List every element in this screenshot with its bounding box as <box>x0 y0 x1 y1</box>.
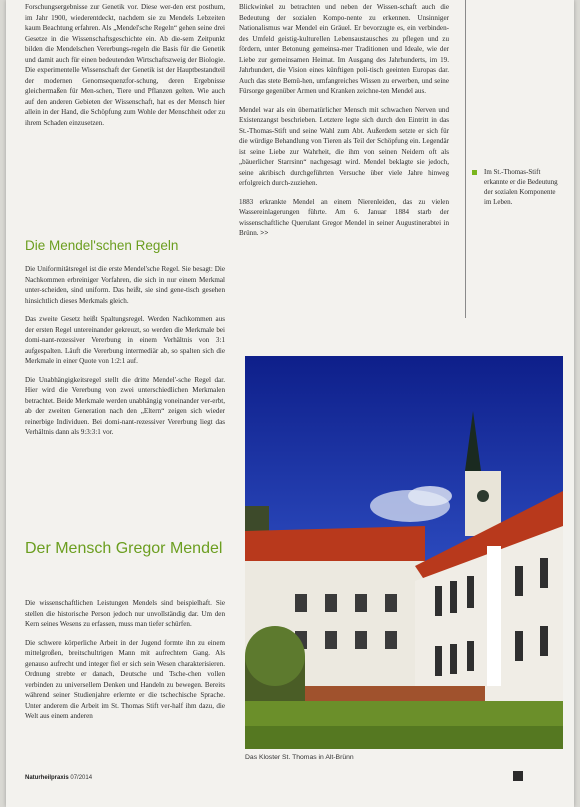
segregation-paragraph: Das zweite Gesetz heißt Spaltungsregel. Werden Nachkommen aus der ersten Regel untereinander gekreuzt, so werden die Merkmale bei domi-nant-rezessiver Vererbung in einem Verhältnis von 3:1 aufgespalten. Läuft die Vererbung intermediär ab, so spalten sich die Merkmale in einer Quote von 1:2:1 auf. <box>25 315 225 365</box>
uniformity-paragraph: Die Uniformitätsregel ist die erste Mendel'sche Regel. Sie besagt: Die Nachkommen erbreiniger Vorfahren, die sich in nur einem Merkmal unter-scheiden, sind uniform. Das heißt, sie sind gene-tisch gesehen hinsichtlich dieses Merkmals gleich. <box>25 265 225 305</box>
death-text: 1883 erkrankte Mendel an einem Nierenleiden, das zu vielen Wassereinlagerungen führte. Am 6. Januar 1884 starb der wissenschaftliche Querulant Gregor Mendel in seiner Augustinerabtei in Brünn. <box>239 197 449 237</box>
character-paragraph: Mendel war als ein übernatürlicher Mensch mit schwachen Nerven und Existenzangst beschrieben. Letztere legte sich durch den Eintritt in das St.-Thomas-Stift und seine Wahl zum Abt. Außerdem setzte er sich für die würdige Behandlung von Tieren als Teil der Schöpfung ein. Legendär ist seine Liebe zur Wahrheit, die ihm von seinen Neidern oft als „bäuerlicher Starrsinn“ nachgesagt wird. Mendel beklagte sie jedoch, seine akribisch durchgeführten Versuche über viele Jahre hinweg erfolgreich durch-zuziehen. <box>239 105 449 187</box>
photo-caption: Das Kloster St. Thomas in Alt-Brünn <box>245 754 354 761</box>
achievements-paragraph: Die wissenschaftlichen Leistungen Mendels sind beispielhaft. Sie stellen die historische Person jedoch nur unvollständig dar. Um den Kern seines Wesens zu erfassen, muss man tiefer schürfen. <box>25 599 225 628</box>
person-section <box>25 598 225 730</box>
issue-number: 07/2014 <box>70 775 93 781</box>
death-paragraph <box>239 197 449 239</box>
sidebar-note: Im St.-Thomas-Stift erkannte er die Bedeutung der sozialen Komponente im Leben. <box>484 168 558 206</box>
middle-column <box>239 2 449 247</box>
independence-paragraph: Die Unabhängigkeitsregel stellt die dritte Mendel'-sche Regel dar. Hier wird die Vererbung von zwei unterschiedlichen Merkmalen betrachtet. Beide Merkmale werden unabhängig voneinander ver-erbt, ab der zweiten Generation nach den „Eltern“ zeigen sich wieder reinerbige Individuen. Bei domi-nant-rezessiver Vererbung liegt das Verhältnis dann als 9:3:3:1 vor. <box>25 375 225 436</box>
heading-person-mendel: Der Mensch Gregor Mendel <box>25 540 223 557</box>
continue-mark: >> <box>260 229 269 237</box>
heading-mendel-rules: Die Mendel'schen Regeln <box>25 238 179 253</box>
magazine-page <box>6 0 574 807</box>
page-number-box <box>513 771 523 781</box>
youth-paragraph: Die schwere körperliche Arbeit in der Jugend formte ihn zu einem mittelgroßen, breitschultrigen Mann mit aufrechtem Gang. Als genauso aufrecht und integer fiel er sich sein Wesen charakterisieren. Ordnung strebte er danach, Deutsche und Tsche-chen vollen verbinden zu universellem Denken und Handeln zu bewegen. Bereits während seiner Studienjahre erlernte er die tschechische Sprache. Unter anderem die Arbeit im St. Thomas Stift ver-half ihm dazu, die Welt aus einem anderen <box>25 638 225 720</box>
sidebar-bullet-icon <box>472 170 477 175</box>
page-footer <box>25 775 92 781</box>
intro-paragraph: Forschungsergebnisse zur Genetik vor. Diese wer-den erst posthum, im Jahr 1900, wiederentdeckt, nachdem sie zu Mendels Lebzeiten kaum Beachtung erfahren. Als „Mendel'sche Regeln“ gehen seine drei Gesetze in die Wissenschaftsgeschichte ein. Ab die-sem Zeitpunkt bilden die Mendelschen Vererbungs-regeln die Basis für die Genetik und damit auch für einen bedeutenden Wirtschaftszweig der Biologie. Die experimentelle Wissenschaft der Genetik ist der Hauptbestandteil der modernen Genomsequenzfor-schung, deren Ergebnisse gleichermaßen für Men-schen, Tiere und Pflanzen gelten. Wie auch auf den anderen Gebieten der Wissenschaft, hat es der Mensch hier allein in der Hand, die Schöpfung zum Wohle der Menschheit oder zu ihrem Schaden einzusetzen. <box>25 3 225 127</box>
magazine-name: Naturheilpraxis <box>25 775 69 781</box>
sidebar-divider <box>465 0 466 318</box>
left-column <box>25 2 225 136</box>
rules-section <box>25 264 225 446</box>
monastery-photo <box>245 356 563 749</box>
perspective-paragraph: Blickwinkel zu betrachten und neben der Wissen-schaft auch die Bedeutung der sozialen Kompo-nente zu erkennen. Unsinniger Nationalismus war Mendel ein Gräuel. Er bevorzugte es, ein verbinden-des Umfeld geistig-kulturellen Lebensaustausches zu pflegen und zu fördern, unter Betonung gemeinsa-mer Traditionen und Ideale, wie der Liebe zur gemeinsamen Heimat. Im Ausgang des Jahrhunderts, im 19. Jahrhundert, die Vision eines künftigen poli-tisch geeinten Europas dar. Auch das stete Bemü-hen, umfangreiches Wissen zu erwerben, und seine Fürsorge gegenüber Armen und Kranken zeichne-ten Mendel aus. <box>239 3 449 95</box>
